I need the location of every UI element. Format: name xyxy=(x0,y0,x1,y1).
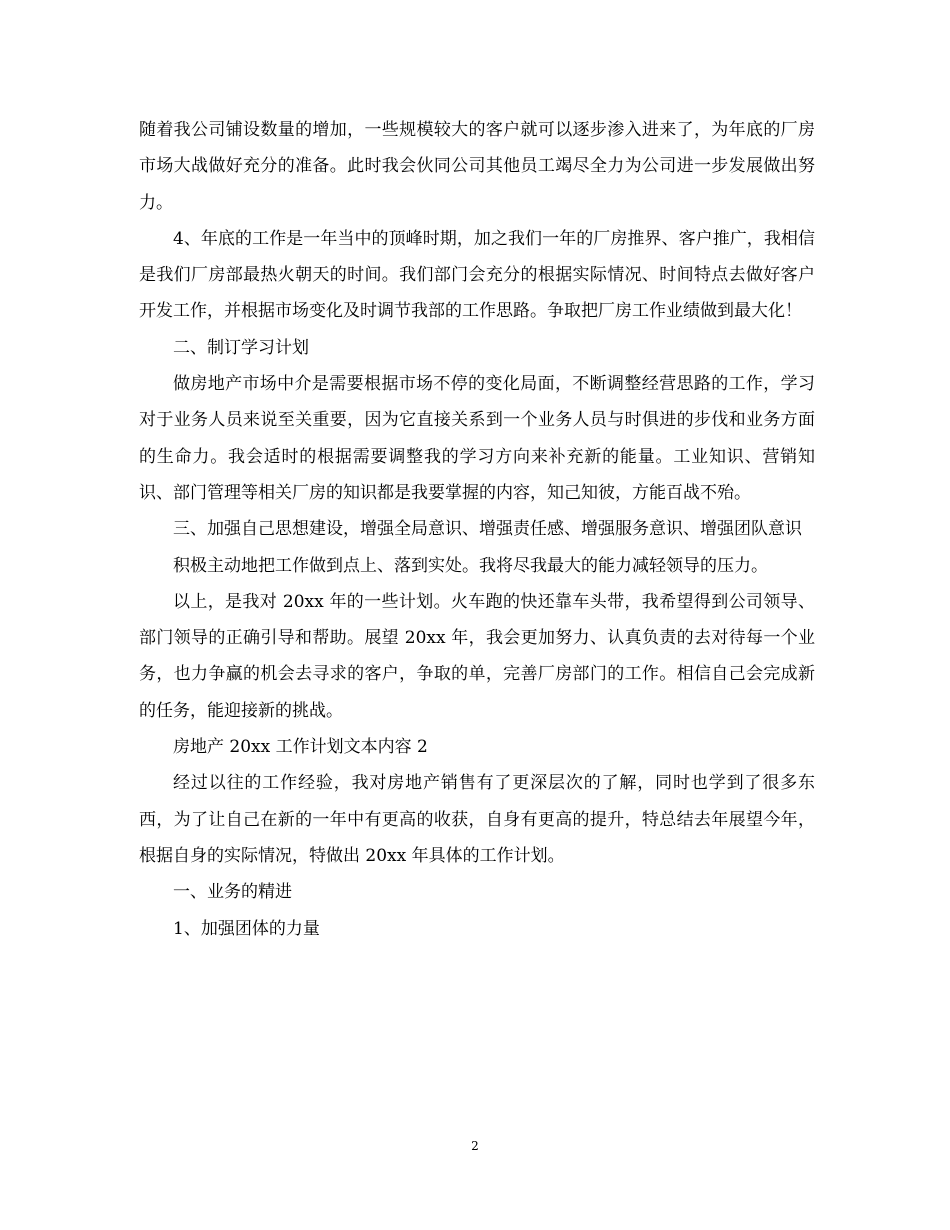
paragraph-summary: 以上，是我对 20xx 年的一些计划。火车跑的快还靠车头带，我希望得到公司领导、部门领导的正确引导和帮助。展望 20xx 年，我会更加努力、认真负责的去对待每一个业务，也力争赢的机会去寻求的客户，争取的单，完善厂房部门的工作。相信自己会完成新的任务，能迎接新的挑战。 xyxy=(139,591,815,721)
section-heading-study-plan: 二、制订学习计划 xyxy=(173,337,309,358)
subsection-heading-team: 1、加强团体的力量 xyxy=(173,918,320,939)
document-body xyxy=(139,112,815,947)
paragraph-ideology: 积极主动地把工作做到点上、落到实处。我将尽我最大的能力减轻领导的压力。 xyxy=(173,555,768,576)
document-subtitle-2: 房地产 20xx 工作计划文本内容 2 xyxy=(173,737,428,758)
section-heading-ideology: 三、加强自己思想建设，增强全局意识、增强责任感、增强服务意识、增强团队意识 xyxy=(173,519,802,540)
paragraph-continuation: 随着我公司铺设数量的增加，一些规模较大的客户就可以逐步渗入进来了，为年底的厂房市场大战做好充分的准备。此时我会伙同公司其他员工竭尽全力为公司进一步发展做出努力。 xyxy=(139,120,815,213)
page-number: 2 xyxy=(471,1139,479,1153)
paragraph-study-plan: 做房地产市场中介是需要根据市场不停的变化局面，不断调整经营思路的工作，学习对于业务人员来说至关重要，因为它直接关系到一个业务人员与时俱进的步伐和业务方面的生命力。我会适时的根据需要调整我的学习方向来补充新的能量。工业知识、营销知识、部门管理等相关厂房的知识都是我要掌握的内容，知己知彼，方能百战不殆。 xyxy=(139,374,815,503)
section-heading-business: 一、业务的精进 xyxy=(173,882,292,903)
paragraph-item-4: 4、年底的工作是一年当中的顶峰时期，加之我们一年的厂房推界、客户推广，我相信是我们厂房部最热火朝天的时间。我们部门会充分的根据实际情况、时间特点去做好客户开发工作，并根据市场变化及时调节我部的工作思路。争取把厂房工作业绩做到最大化！ xyxy=(139,228,815,322)
paragraph-intro-2: 经过以往的工作经验，我对房地产销售有了更深层次的了解，同时也学到了很多东西，为了让自己在新的一年中有更高的收获，自身有更高的提升，特总结去年展望今年，根据自身的实际情况，特做出 20xx 年具体的工作计划。 xyxy=(139,773,815,866)
